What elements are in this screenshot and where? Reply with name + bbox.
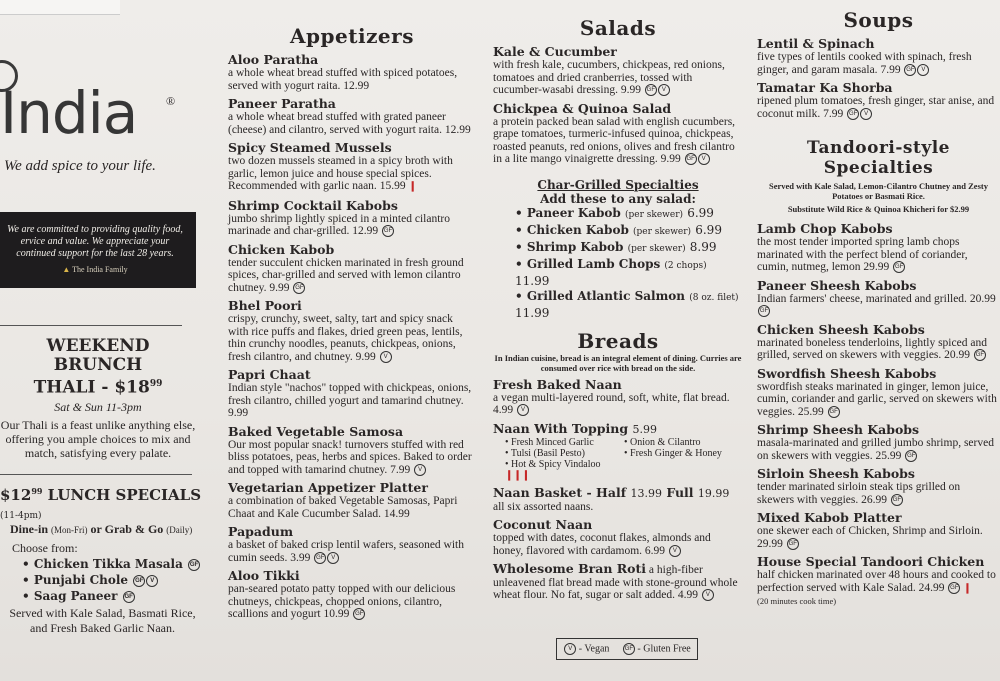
brunch-desc: Our Thali is a feast unlike anything else, offering you ample choices to mix and match, satisfying every palate. — [0, 417, 196, 460]
menu-item: Chicken Sheesh Kabobs marinated boneless tenderloins, lightly spiced and grilled, served on skewers with veggies. 20.99 GF — [757, 321, 987, 361]
lunch-title: $\$12^{99}$ LUNCH SPECIALS (11-4pm) — [0, 486, 202, 521]
list-item: • Paneer Kabob (per skewer) 6.99 — [515, 205, 714, 220]
divider — [0, 474, 192, 475]
gluten-free-icon: GF — [314, 552, 326, 564]
lunch-specials — [0, 486, 205, 636]
char-grilled-block — [493, 178, 743, 321]
family-signature: ▲ The India Family — [62, 265, 128, 274]
tandoori-substitute: Substitute Wild Rice & Quinoa Khicheri for $2.99 — [787, 204, 970, 214]
menu-item: Papri Chaat Indian style "nachos" topped with chickpeas, onions, fresh cilantro, chilled yogurt and tamarind chutney. 9.99 — [228, 367, 472, 419]
menu-item: Lamb Chop Kabobs the most tender imported spring lamb chops marinated with the perfect blend of coriander, cumin, nutmeg, lemon 29.99 GF — [757, 221, 968, 273]
gluten-free-icon: GF — [623, 643, 635, 655]
brand-logo: India — [0, 79, 138, 147]
menu-item: Sirloin Sheesh Kabobs tender marinated sirloin steak tips grilled on skewers with veggies. 26.99 GF — [757, 466, 961, 506]
menu-item: Mixed Kabob Platter one skewer each of Chicken, Shrimp and Sirloin. 29.99 GF — [757, 510, 983, 550]
gluten-free-icon: GF — [382, 225, 394, 237]
vegan-icon: V — [327, 552, 339, 564]
legend-gluten-free: GF - Gluten Free — [624, 643, 691, 655]
lunch-options: Dine-in (Mon-Fri) or Grab & Go (Daily) — [10, 522, 193, 536]
registered-mark: ® — [166, 94, 176, 108]
breads-title: Breads — [577, 328, 659, 353]
menu-item: Aloo Tikki pan-seared potato patty topped with our delicious chutneys, chickpeas, chopped onions, cilantro, scallions and yogurt 10.99 GF — [228, 568, 456, 620]
list-item: • Chicken Tikka Masala GF — [22, 557, 199, 571]
menu-item: Naan Basket - Half 13.99 Full 19.99 all six assorted naans. — [493, 484, 730, 513]
menu-item: Naan With Topping 5.99 • Fresh Minced Garlic • Onion & Cilantro • Tulsi (Basil Pesto) • Fresh Ginger & Honey • Hot & Spicy Vindaloo ❙❙❙ — [493, 420, 722, 481]
menu-item: Shrimp Sheesh Kabobs masala-marinated and grilled jumbo shrimp, served on skewers with veggies. 25.99 GF — [757, 422, 994, 462]
menu-item: Spicy Steamed Mussels two dozen mussels steamed in a spicy broth with garlic, lemon juice and house special spices. Recommended with garlic naan. 15.99 ❙ — [228, 140, 453, 192]
chili-icon: ❙ — [408, 181, 417, 192]
menu-item: Chickpea & Quinoa Salad a protein packed bean salad with english cucumbers, grape tomatoes, turmeric-infused quinoa, chickpeas, roasted peanuts, red onions, olives and fresh cilantro in a lite mango vinaigrette dressing. 9.99 GF V — [493, 100, 736, 165]
gluten-free-icon: GF — [353, 608, 365, 620]
menu-item: Swordfish Sheesh Kabobs swordfish steaks marinated in ginger, lemon juice, cumin, coriander and garlic, served on skewers with veggies. 25.99 GF — [757, 365, 997, 418]
menu-item: Vegetarian Appetizer Platter a combination of baked Vegetable Samosas, Papri Chaat and Kale Cucumber Salad. 14.99 — [228, 480, 458, 520]
salads-section — [493, 16, 743, 602]
menu-item: Papadum a basket of baked crisp lentil wafers, seasoned with cumin seeds. 3.99 GF V — [228, 524, 464, 564]
vegan-icon: V — [414, 464, 426, 476]
lotus-icon: ▲ — [62, 265, 73, 274]
choose-label: Choose from: — [12, 541, 78, 555]
soups-section — [757, 8, 1000, 608]
salads-title: Salads — [579, 16, 657, 40]
appetizers-section — [228, 24, 476, 621]
gluten-free-icon: GF — [293, 282, 305, 294]
divider — [0, 325, 182, 326]
soups-title: Soups — [843, 8, 914, 32]
legend-vegan: V - Vegan — [563, 643, 609, 655]
tagline: We add spice to your life. — [4, 158, 156, 174]
commitment-text: We are committed to providing quality food, ervice and value. We appreciate your continued support for the last 28 years. — [7, 224, 183, 259]
menu-item: Paneer Paratha a whole wheat bread stuffed with grated paneer (cheese) and cilantro, served with yogurt raita. 12.99 — [228, 96, 471, 136]
weekend-brunch — [0, 337, 196, 460]
top-paper-strip — [0, 0, 120, 15]
menu-item: Coconut Naan topped with dates, coconut flakes, almonds and honey, flavored with cardamom. 6.99 V — [493, 517, 711, 557]
menu-item: Tamatar Ka Shorba ripened plum tomatoes, fresh ginger, star anise, and coconut milk. 7.99 GF V — [757, 80, 995, 120]
menu-item: Baked Vegetable Samosa Our most popular snack! turnovers stuffed with red bliss potatoes, peas, herbs and spices. Baked to order and topped with tamarind chutney. 7.99 V — [228, 423, 472, 476]
menu-item: Aloo Paratha a whole wheat bread stuffed with spiced potatoes, served with yogurt raita. 12.99 — [228, 52, 458, 92]
vegan-icon: V — [380, 351, 392, 363]
list-item: • Punjabi Chole GF V — [0, 572, 205, 588]
list-item: • Grilled Atlantic Salmon (8 oz. filet) 11.99 — [515, 288, 739, 320]
menu-item: Lentil & Spinach five types of lentils cooked with spinach, fresh ginger, and garam masala. 7.99 GF V — [757, 36, 972, 76]
tandoori-section — [757, 138, 1000, 608]
char-grilled-title: Char-Grilled Specialties — [537, 177, 699, 192]
lunch-served: Served with Kale Salad, Basmati Rice, and Fresh Baked Garlic Naan. — [9, 606, 196, 635]
appetizers-title: Appetizers — [290, 24, 414, 48]
menu-item: Shrimp Cocktail Kabobs jumbo shrimp lightly spiced in a minted cilantro marinade and char-grilled. 12.99 GF — [228, 197, 450, 237]
char-grilled-sub: Add these to any salad: — [540, 191, 696, 206]
menu-item: Paneer Sheesh Kabobs Indian farmers' cheese, marinated and grilled. 20.99 GF — [757, 279, 1000, 318]
menu-item: Chicken Kabob tender succulent chicken marinated in fresh ground spices, char-grilled and served with lemon cilantro chutney. 9.99 GF — [228, 241, 464, 294]
vegan-icon: V — [564, 643, 576, 655]
menu-item: Fresh Baked Naan a vegan multi-layered round, soft, white, flat bread. 4.99 V — [493, 376, 730, 416]
brunch-days: Sat & Sun 11-3pm — [54, 399, 142, 414]
menu-item: Kale & Cucumber with fresh kale, cucumbers, chickpeas, red onions, tomatoes and dried cranberries, tossed with cucumber-wasabi dressing. 9.99 GF V — [493, 44, 725, 96]
list-item: • Shrimp Kabob (per skewer) 8.99 — [515, 239, 717, 254]
brunch-price: THALI - $\$18^{99}$ — [33, 377, 163, 398]
breads-section — [493, 329, 743, 602]
dietary-legend — [556, 638, 698, 660]
breads-note: In Indian cuisine, bread is an integral element of dining. Curries are consumed over rice with bread on the side. — [494, 352, 742, 373]
menu-item: House Special Tandoori Chicken half chicken marinated over 48 hours and cooked to perfection served with Kale Salad. 24.99 GF ❙ (20 minutes cook time) — [757, 554, 996, 606]
list-item: • Grilled Lamb Chops (2 chops) 11.99 — [515, 256, 707, 288]
menu-item: Wholesome Bran Roti a high-fiber unleavened flat bread made with stone-ground whole wheat flour. No fat, sugar or salt added. 4.99 V — [493, 561, 738, 601]
tandoori-title: Tandoori-style Specialties — [806, 138, 950, 178]
tandoori-served: Served with Kale Salad, Lemon-Cilantro Chutney and Zesty Potatoes or Basmati Rice. — [769, 181, 988, 201]
brunch-title: WEEKEND BRUNCH — [46, 336, 150, 375]
list-item: • Saag Paneer GF — [22, 589, 133, 603]
list-item: • Chicken Kabob (per skewer) 6.99 — [515, 222, 722, 237]
menu-item: Bhel Poori crispy, crunchy, sweet, salty, tart and spicy snack with rice puffs and flakes, dried green peas, lentils, thin crunchy noodles, peanuts, chickpeas, onions, fresh cilantro, and chutney. 9.99 V — [228, 298, 463, 363]
commitment-box — [0, 212, 196, 288]
